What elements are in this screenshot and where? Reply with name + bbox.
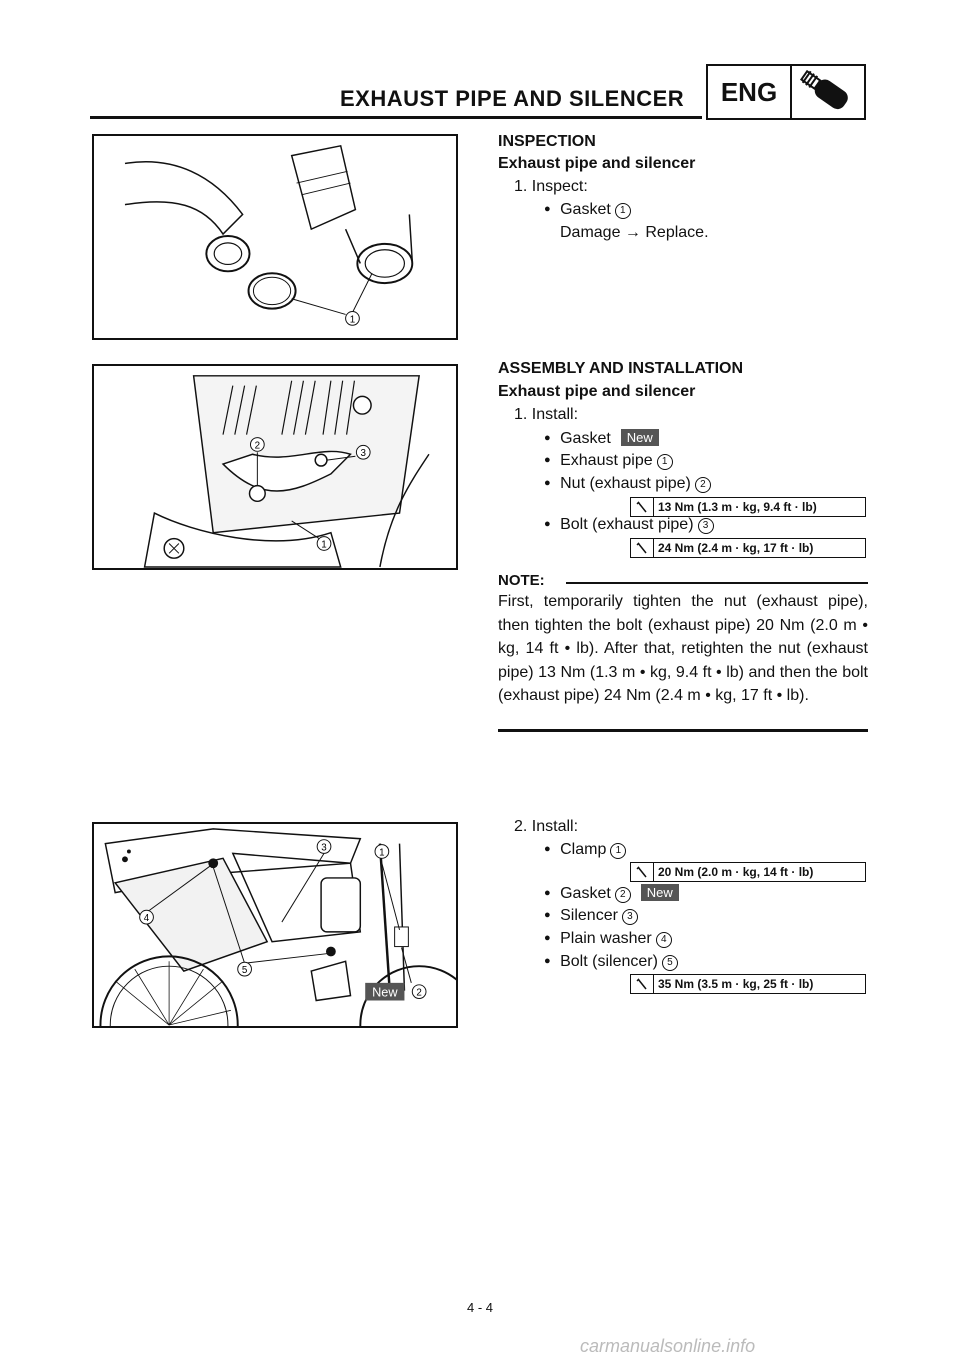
install-step-2: 2. Install:	[514, 818, 579, 835]
install-item-silencer-label: Silencer	[560, 907, 618, 924]
watermark: carmanualsonline.info	[580, 1336, 756, 1356]
note-label: NOTE:	[498, 572, 545, 589]
fig2-callout-1: 1	[321, 539, 327, 551]
fig2-callout-2: 2	[254, 440, 261, 452]
fig1-callout-1: 1	[349, 314, 356, 326]
callout-1: 1	[657, 454, 673, 470]
torque-spec-bolt	[630, 538, 866, 558]
callout-2: 2	[615, 887, 631, 903]
fig3-callout-1: 1	[379, 847, 385, 859]
figure-assembly	[92, 364, 458, 570]
note-rule-bottom	[498, 729, 868, 732]
inspection-subheading: Exhaust pipe and silencer	[498, 155, 696, 172]
wrench-icon	[631, 539, 654, 557]
note-text: First, temporarily tighten the nut (exhaust pipe), then tighten the bolt (exhaust pipe) 20 Nm (2.0 m • kg, 14 ft • lb). After that, retighten the nut (exhaust pipe) 13 Nm (1.3 m • kg, 9.4 ft • lb) and then the bolt (exhaust pipe) 24 Nm (2.4 m • kg, 17 ft • lb).	[498, 593, 868, 704]
fig3-new-badge: New	[372, 984, 398, 1000]
assembly-item-nut	[544, 475, 711, 493]
new-badge: New	[641, 884, 679, 901]
inspection-heading: INSPECTION	[498, 133, 596, 150]
install-item-clamp-label: Clamp	[560, 841, 607, 858]
page-number: 4 - 4	[466, 1300, 493, 1315]
callout-1: 1	[615, 203, 631, 219]
install-item-gasket-label: Gasket	[560, 885, 611, 902]
torque-nut-value: 13 Nm (1.3 m · kg, 9.4 ft · lb)	[658, 500, 817, 514]
figure-silencer	[92, 822, 458, 1028]
section-badge	[706, 64, 866, 120]
new-badge: New	[621, 429, 659, 446]
wrench-icon	[631, 863, 654, 881]
assembly-item-gasket	[544, 429, 659, 448]
callout-5: 5	[662, 955, 678, 971]
install-item-silencer	[544, 907, 638, 925]
wrench-icon	[631, 498, 654, 516]
torque-spec-silencer-bolt	[630, 974, 866, 994]
callout-2: 2	[695, 477, 711, 493]
figure-inspection	[92, 134, 458, 340]
assembly-subheading: Exhaust pipe and silencer	[498, 383, 696, 400]
section-badge-label: ENG	[708, 66, 792, 118]
note-rule-top	[566, 582, 868, 584]
install-item-bolt-silencer	[544, 953, 678, 971]
assembly-item-exhaust-pipe	[544, 452, 673, 470]
assembly-item-nut-label: Nut (exhaust pipe)	[560, 475, 691, 492]
header-rule	[90, 116, 702, 119]
install-item-bolt-silencer-label: Bolt (silencer)	[560, 953, 658, 970]
install-item-plain-washer	[544, 930, 672, 948]
torque-spec-nut	[630, 497, 866, 517]
callout-3: 3	[622, 909, 638, 925]
page-title: EXHAUST PIPE AND SILENCER	[340, 86, 685, 111]
assembly-step-1: 1. Install:	[514, 406, 579, 423]
fig3-callout-2: 2	[416, 987, 422, 999]
torque-silencer-bolt-value: 35 Nm (3.5 m · kg, 25 ft · lb)	[658, 977, 814, 991]
inspection-damage-text: Damage → Replace.	[560, 224, 709, 241]
assembly-item-bolt-label: Bolt (exhaust pipe)	[560, 516, 694, 533]
fig3-callout-3: 3	[321, 842, 327, 854]
wrench-icon	[631, 975, 654, 993]
install-item-clamp	[544, 841, 626, 859]
inspection-item-gasket	[544, 201, 631, 219]
callout-3: 3	[698, 518, 714, 534]
fig2-callout-3: 3	[360, 448, 366, 460]
assembly-item-gasket-label: Gasket	[560, 430, 611, 447]
inspection-step-1: 1. Inspect:	[514, 178, 588, 195]
fig3-callout-4: 4	[143, 913, 150, 925]
torque-spec-clamp	[630, 862, 866, 882]
install-item-gasket	[544, 884, 679, 903]
torque-clamp-value: 20 Nm (2.0 m · kg, 14 ft · lb)	[658, 865, 814, 879]
inspection-item-gasket-label: Gasket	[560, 201, 611, 218]
install-item-plain-washer-label: Plain washer	[560, 930, 652, 947]
assembly-item-exhaust-pipe-label: Exhaust pipe	[560, 452, 653, 469]
fig3-callout-5: 5	[241, 965, 248, 977]
callout-1: 1	[610, 843, 626, 859]
torque-bolt-value: 24 Nm (2.4 m · kg, 17 ft · lb)	[658, 541, 814, 555]
assembly-heading: ASSEMBLY AND INSTALLATION	[498, 360, 744, 377]
callout-4: 4	[656, 932, 672, 948]
engine-bolt-icon	[792, 66, 864, 118]
assembly-item-bolt	[544, 516, 714, 534]
